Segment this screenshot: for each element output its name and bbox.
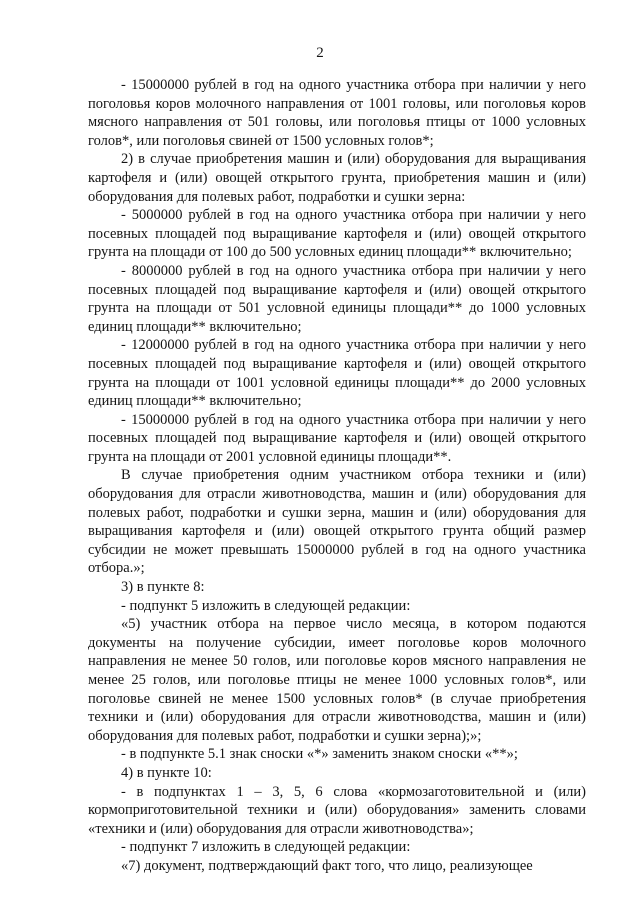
paragraph: - в подпунктах 1 – 3, 5, 6 слова «кормозаготовительной и (или) кормоприготовительной техники и (или) оборудования» заменить словами «техники и (или) оборудования для отрасли животноводства»; <box>88 783 586 837</box>
paragraph: - в подпункте 5.1 знак сноски «*» заменить знаком сноски «**»; <box>121 746 518 763</box>
document-body <box>88 76 586 876</box>
paragraph: - 15000000 рублей в год на одного участника отбора при наличии у него поголовья коров молочного направления от 1001 головы, или поголовья коров мясного направления от 501 головы, или поголовья птицы от 1000 условных голов*, или поголовья свиней от 1500 условных голов*; <box>88 77 586 149</box>
paragraph: «5) участник отбора на первое число месяца, в котором подаются документы на получение субсидии, имеет поголовье коров молочного направления не менее 50 голов, или поголовье коров мясного направления не менее 25 голов, или поголовье птицы не менее 1000 условных голов*, или поголовье свиней не менее 1500 условных голов* (в случае приобретения техники и (или) оборудования для отрасли животноводства, машин и (или) оборудования для полевых работ, подработки и сушки зерна);»; <box>88 616 586 744</box>
paragraph: - 15000000 рублей в год на одного участника отбора при наличии у него посевных площадей под выращивание картофеля и (или) овощей открытого грунта на площади от 2001 условной единицы площади**. <box>88 411 586 465</box>
page-number: 2 <box>316 45 324 61</box>
paragraph: - 12000000 рублей в год на одного участника отбора при наличии у него посевных площадей под выращивание картофеля и (или) овощей открытого грунта на площади от 1001 условной единицы площади** до 2000 условных единиц площади** включительно; <box>88 337 586 410</box>
paragraph: «7) документ, подтверждающий факт того, что лицо, реализующее <box>121 857 533 874</box>
paragraph: 3) в пункте 8: <box>121 579 205 596</box>
paragraph: В случае приобретения одним участником отбора техники и (или) оборудования для отрасли животноводства, машин и (или) оборудования для полевых работ, подработки и сушки зерна, машин и (или) оборудования для выращивания картофеля и (или) овощей открытого грунта общий размер субсидии не может превышать 15000000 рублей в год на одного участника отбора.»; <box>88 467 586 577</box>
paragraph: - 5000000 рублей в год на одного участника отбора при наличии у него посевных площадей под выращивание картофеля и (или) овощей открытого грунта на площади от 100 до 500 условных единиц площади** включительно; <box>88 207 586 261</box>
paragraph: - 8000000 рублей в год на одного участника отбора при наличии у него посевных площадей под выращивание картофеля и (или) овощей открытого грунта на площади от 501 условной единицы площади** до 1000 условных единиц площади** включительно; <box>88 262 586 335</box>
paragraph: 4) в пункте 10: <box>121 764 212 781</box>
paragraph: - подпункт 5 изложить в следующей редакции: <box>121 597 411 614</box>
paragraph: 2) в случае приобретения машин и (или) оборудования для выращивания картофеля и (или) овощей открытого грунта, приобретения машин и (или) оборудования для полевых работ, подработки и сушки зерна: <box>88 151 586 205</box>
paragraph: - подпункт 7 изложить в следующей редакции: <box>121 839 411 856</box>
